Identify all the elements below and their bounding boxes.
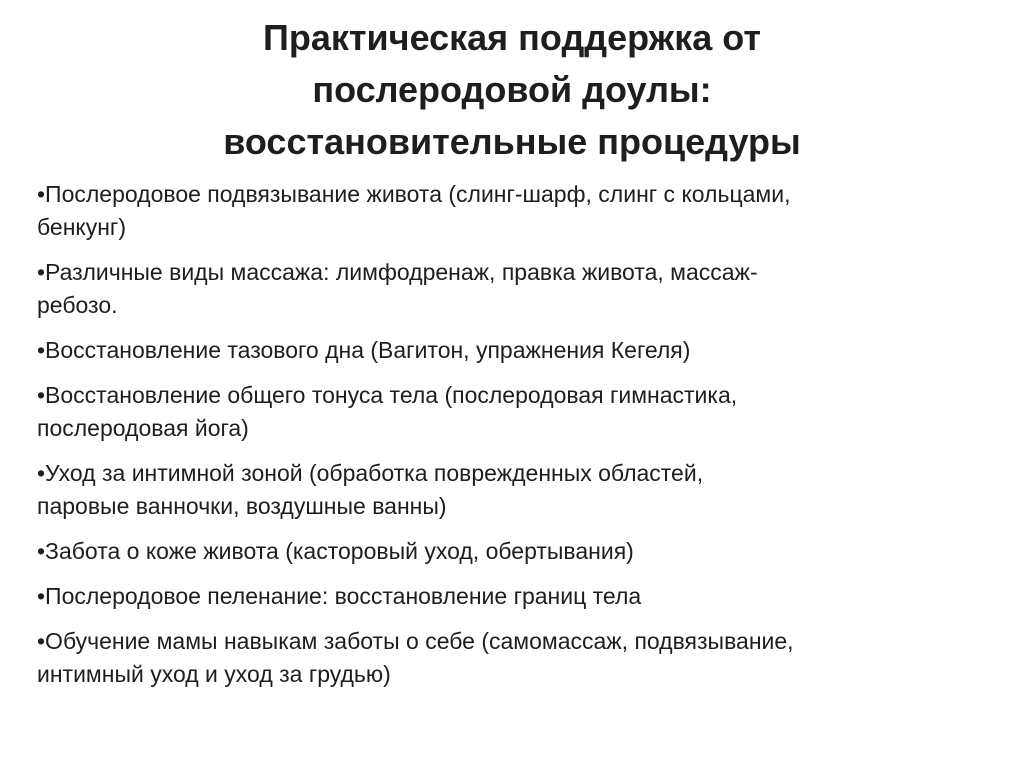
bullet-line: •Восстановление тазового дна (Вагитон, упражнения Кегеля) <box>37 337 691 363</box>
bullet-item <box>37 178 997 244</box>
bullet-item <box>37 625 997 691</box>
bullet-line: интимный уход и уход за грудью) <box>37 661 391 687</box>
title-line: Практическая поддержка от <box>263 17 761 58</box>
bullet-line: •Послеродовое пеленание: восстановление границ тела <box>37 583 642 609</box>
bullet-line: паровые ванночки, воздушные ванны) <box>37 493 447 519</box>
bullet-list <box>37 178 997 703</box>
bullet-item <box>37 535 997 568</box>
bullet-line: •Восстановление общего тонуса тела (послеродовая гимнастика, <box>37 382 738 408</box>
bullet-line: бенкунг) <box>37 214 126 240</box>
bullet-line: •Различные виды массажа: лимфодренаж, правка живота, массаж- <box>37 259 758 285</box>
bullet-line: •Послеродовое подвязывание живота (слинг-шарф, слинг с кольцами, <box>37 181 791 207</box>
bullet-item <box>37 457 997 523</box>
slide-title <box>40 12 984 168</box>
bullet-line: ребозо. <box>37 292 118 318</box>
bullet-line: •Забота о коже живота (касторовый уход, обертывания) <box>37 538 634 564</box>
title-line: восстановительные процедуры <box>223 121 801 162</box>
bullet-line: •Уход за интимной зоной (обработка поврежденных областей, <box>37 460 704 486</box>
title-line: послеродовой доулы: <box>312 69 712 110</box>
bullet-line: послеродовая йога) <box>37 415 249 441</box>
bullet-line: •Обучение мамы навыкам заботы о себе (самомассаж, подвязывание, <box>37 628 794 654</box>
bullet-item <box>37 379 997 445</box>
bullet-item <box>37 256 997 322</box>
bullet-item <box>37 580 997 613</box>
bullet-item <box>37 334 997 367</box>
